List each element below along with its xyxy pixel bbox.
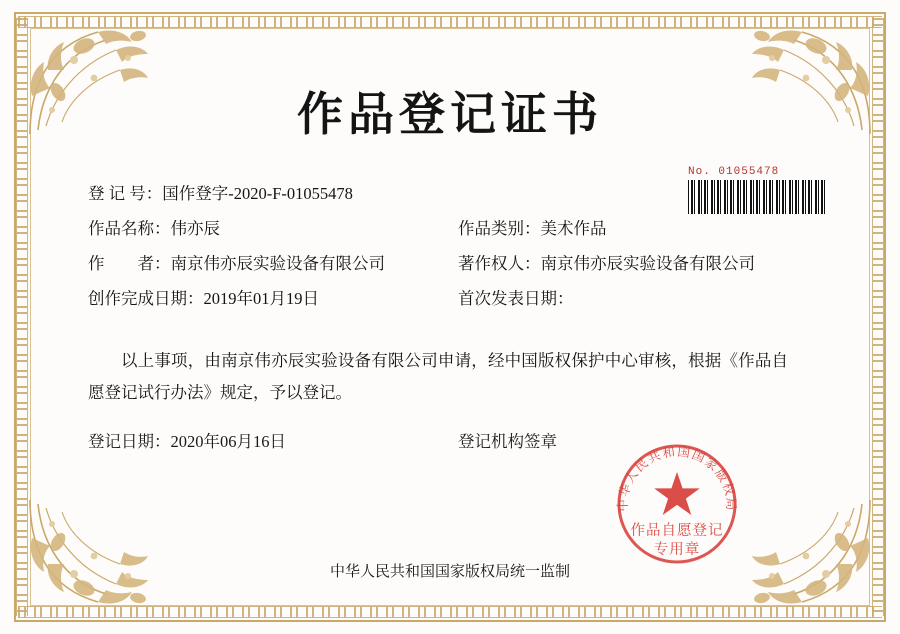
seal-line-2: 专用章 — [653, 542, 701, 558]
field-value: 国作登字-2020-F-01055478 — [162, 183, 353, 203]
field-value: 2019年01月19日 — [203, 288, 319, 308]
field-cell — [88, 282, 458, 316]
field-label: 创作完成日期： — [88, 288, 204, 308]
field-cell — [88, 212, 458, 246]
field-value: 南京伟亦辰实验设备有限公司 — [170, 253, 385, 273]
field-cell — [88, 247, 458, 281]
field-row-work-title — [88, 211, 818, 246]
registration-date-label: 登记日期： — [88, 432, 171, 451]
seal-arc-text: 中华人民共和国国家版权局 — [615, 444, 739, 512]
registration-date — [88, 428, 458, 452]
field-row-registration-number — [88, 176, 818, 211]
page-title: 作品登记证书 — [297, 89, 603, 140]
field-value: 南京伟亦辰实验设备有限公司 — [540, 253, 755, 273]
signature-label: 登记机构签章 — [458, 432, 557, 451]
field-value: 美术作品 — [540, 218, 607, 238]
body-paragraph: 以上事项，由南京伟亦辰实验设备有限公司申请，经中国版权保护中心审核，根据《作品自愿登记试行办法》规定，予以登记。 — [88, 351, 788, 402]
footer-text: 中华人民共和国国家版权局统一监制 — [329, 564, 570, 580]
field-label: 著作权人： — [458, 253, 541, 273]
field-label: 登 记 号： — [88, 183, 163, 203]
barcode-number: 01055478 — [718, 166, 780, 178]
official-seal-icon — [607, 432, 747, 572]
field-value: 伟亦辰 — [170, 218, 220, 238]
field-row-creation-date — [88, 281, 818, 316]
barcode-prefix: No. — [688, 166, 711, 178]
field-row-author — [88, 246, 818, 281]
field-cell — [88, 177, 458, 211]
field-label: 作品名称： — [88, 218, 171, 238]
field-cell — [458, 282, 818, 316]
field-label: 首次发表日期： — [458, 288, 574, 308]
field-cell — [458, 212, 818, 246]
seal-star-icon — [654, 472, 700, 515]
field-label: 作品类别： — [458, 218, 541, 238]
field-cell — [458, 247, 818, 281]
seal-line-1: 作品自愿登记 — [630, 523, 724, 539]
field-label: 作 者： — [88, 253, 171, 273]
registration-date-value: 2020年06月16日 — [170, 432, 286, 451]
fields-table — [88, 176, 818, 316]
